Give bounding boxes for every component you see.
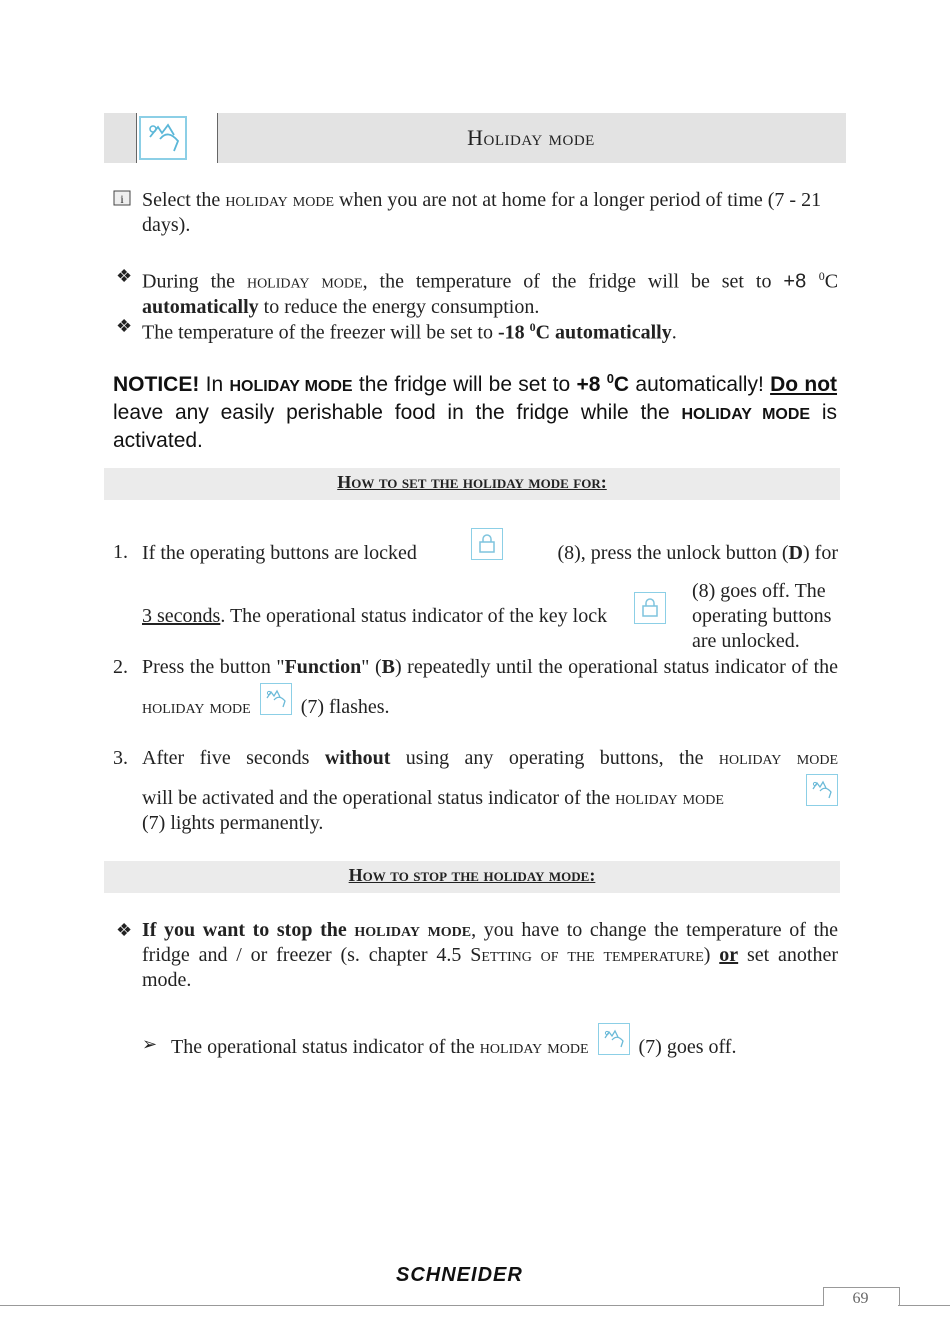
- text: " (: [361, 656, 382, 678]
- text: The operational status indicator of the: [171, 1036, 480, 1058]
- text: (7) flashes.: [300, 696, 390, 718]
- bold-text: without: [324, 747, 391, 769]
- holiday-mode-icon-box: [136, 113, 218, 163]
- step-item: [142, 655, 838, 680]
- mode-name: holiday mode: [142, 696, 251, 718]
- notice-label: NOTICE!: [113, 373, 200, 396]
- arrow-bullet-icon: ➢: [142, 1034, 158, 1055]
- text: The temperature of the freezer will be set to: [142, 321, 498, 344]
- stop-instruction: [142, 918, 838, 993]
- diamond-bullet-icon: ❖: [116, 266, 133, 287]
- page-title: Holiday mode: [467, 125, 595, 150]
- intro-text: when you are not at home for a longer period of time (7 - 21 days).: [142, 189, 822, 236]
- mode-name: holiday mode: [479, 1036, 589, 1058]
- info-icon: [113, 190, 131, 210]
- temperature: +8: [783, 270, 819, 293]
- subsection-header: [104, 468, 840, 500]
- bold-text: C automatically: [535, 321, 672, 344]
- svg-text:i: i: [120, 192, 124, 206]
- text: leave any easily perishable food in the fridge while the: [113, 401, 682, 424]
- bold-text: automatically: [142, 295, 259, 318]
- text: Press the button ": [142, 656, 285, 678]
- text: will be activated and the operational status indicator of the: [142, 787, 616, 809]
- text: using any operating buttons, the: [390, 747, 719, 769]
- text: . The operational status indicator of the key lock: [220, 605, 608, 627]
- text: ) repeatedly until the operational status indicator of the: [394, 656, 839, 678]
- do-not-warning: Do not: [770, 373, 838, 396]
- subsection-title: How to set the holiday mode for:: [337, 472, 607, 492]
- text: If the operating buttons are locked: [142, 542, 417, 564]
- brand-logo: SCHNEIDER: [396, 1264, 523, 1286]
- footer-divider: [0, 1305, 823, 1306]
- key-label: D: [788, 542, 803, 564]
- mode-name: holiday mode: [246, 270, 363, 293]
- intro-paragraph: [142, 188, 838, 238]
- step-continuation: (7) lights permanently.: [142, 812, 324, 834]
- intro-text: Select the: [142, 189, 226, 211]
- text: ): [703, 944, 720, 966]
- text: During the: [142, 270, 247, 293]
- temperature: -18: [497, 321, 530, 344]
- subsection-header: [104, 861, 840, 893]
- degree: 0: [818, 269, 825, 283]
- step-number: 2.: [113, 656, 128, 678]
- mode-name: holiday mode: [354, 919, 472, 941]
- text: is activated.: [113, 401, 838, 452]
- lock-icon: [634, 592, 666, 624]
- text: , the temperature of the fridge will be set to: [362, 270, 784, 293]
- mode-name: holiday mode: [718, 747, 838, 769]
- text: automatically!: [629, 373, 771, 396]
- step-continuation: [142, 695, 838, 720]
- page-number: 69: [852, 1290, 869, 1307]
- diamond-bullet-icon: ❖: [116, 316, 133, 337]
- key-label: B: [381, 656, 395, 678]
- bullet-item: [142, 315, 838, 346]
- step-number: 1.: [113, 541, 128, 563]
- text: (7) goes off.: [638, 1036, 737, 1058]
- mode-name: holiday mode: [225, 189, 335, 211]
- text: (8) goes off. The operating buttons are unlocked.: [691, 580, 832, 652]
- text: to reduce the energy consumption.: [258, 295, 540, 318]
- lock-icon: [471, 528, 503, 560]
- holiday-mode-icon: [260, 683, 292, 715]
- holiday-mode-icon: [806, 774, 838, 806]
- button-name: Function: [284, 656, 362, 678]
- step-item: [142, 746, 838, 771]
- unit: C: [824, 270, 839, 293]
- unit: C: [613, 373, 630, 396]
- bold-text: or: [719, 944, 739, 966]
- degree: 0: [529, 320, 536, 334]
- text: ) for: [803, 542, 838, 564]
- holiday-mode-icon: [598, 1023, 630, 1055]
- degree: 0: [606, 371, 614, 386]
- chapter-reference: Setting of the temperature: [470, 944, 704, 966]
- text: the fridge will be set to: [352, 373, 577, 396]
- text: set another mode.: [142, 944, 838, 991]
- section-header: [104, 113, 846, 163]
- text: , you have to change the temperature of the fridge and / or freezer (s. chapter 4.5: [142, 919, 838, 966]
- text: In: [199, 373, 230, 396]
- duration: 3 seconds: [142, 605, 221, 627]
- subsection-title: How to stop the holiday mode:: [348, 865, 596, 885]
- diamond-bullet-icon: ❖: [116, 920, 133, 941]
- mode-name: HOLIDAY MODE: [229, 378, 353, 395]
- temperature: +8: [576, 373, 607, 396]
- step-number: 3.: [113, 747, 128, 769]
- notice-block: [113, 366, 837, 454]
- result-line: [171, 1035, 831, 1060]
- footer-divider: [898, 1305, 950, 1306]
- step-continuation: [142, 786, 838, 811]
- text: After five seconds: [142, 747, 325, 769]
- step-continuation: [142, 579, 838, 654]
- bold-text: If you want to stop the: [142, 919, 355, 941]
- step-item: [142, 540, 838, 566]
- mode-name: holiday mode: [615, 787, 724, 809]
- text: .: [671, 321, 677, 344]
- text: (8), press the unlock button (: [557, 542, 789, 564]
- holiday-mode-icon: [138, 115, 188, 161]
- bullet-item: [142, 264, 838, 320]
- mode-name: HOLIDAY MODE: [681, 406, 811, 423]
